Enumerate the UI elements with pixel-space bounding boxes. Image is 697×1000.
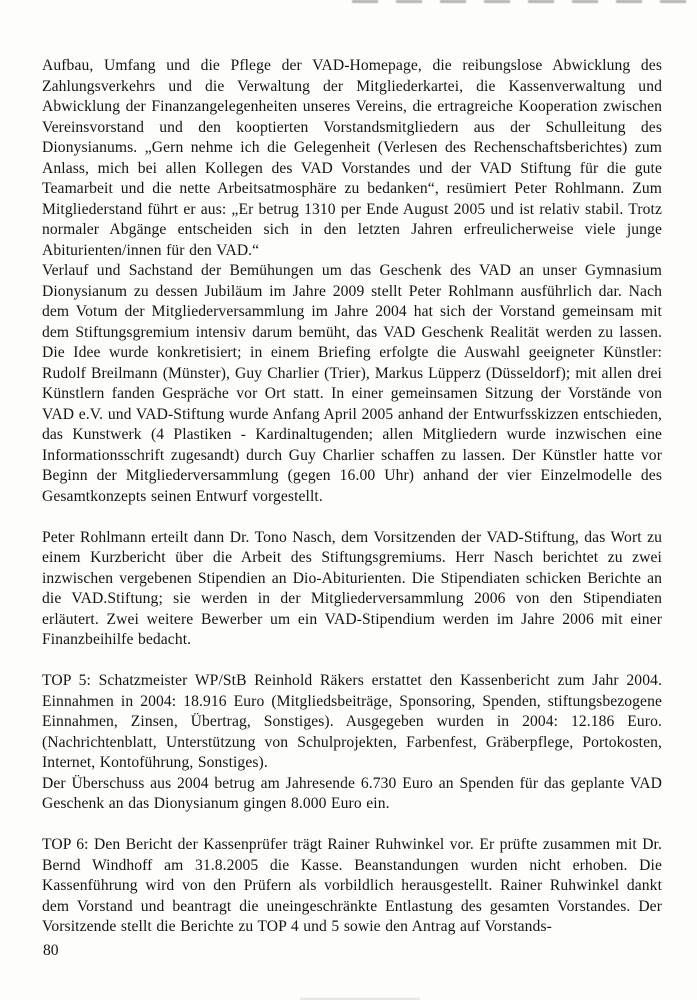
- page-number: 80: [43, 942, 59, 959]
- scan-edge-artifact-top: [352, 0, 697, 3]
- paragraph-vad-geschenk: Verlauf und Sachstand der Bemühungen um das Geschenk des VAD an unser Gymnasium Dionysianum zu dessen Jubiläum im Jahre 2009 stellt Peter Rohlmann ausführlich dar. Nach dem Votum der Mitgliederversammlung im Jahre 2004 hat sich der Vorstand gemeinsam mit dem Stiftungsgremium intensiv darum bemüht, das VAD Geschenk Realität werden zu lassen. Die Idee wurde konkretisiert; in einem Briefing erfolgte die Auswahl geeigneter Künstler: Rudolf Breilmann (Münster), Guy Charlier (Trier), Markus Lüpperz (Düsseldorf); mit allen drei Künstlern fanden Gespräche vor Ort statt. In einer gemeinsamen Sitzung der Vorstände von VAD e.V. und VAD-Stiftung wurde Anfang April 2005 anhand der Entwurfsskizzen entschieden, das Kunstwerk (4 Plastiken - Kardinaltugenden; allen Mitgliedern wurde inzwischen eine Informationsschrift zugesandt) durch Guy Charlier schaffen zu lassen. Der Künstler hatte vor Beginn der Mitgliederversammlung (gegen 16.00 Uhr) anhand der vier Einzelmodelle des Gesamtkonzepts seinen Entwurf vorgestellt.: [42, 262, 662, 505]
- paragraph-report-continuation: Aufbau, Umfang und die Pflege der VAD-Homepage, die reibungslose Abwicklung des Zahlungsverkehrs und die Verwaltung der Mitgliederkartei, die Kassenverwaltung und Abwicklung der Finanzangelegenheiten unseres Vereins, die ertragreiche Kooperation zwischen Vereinsvorstand und den kooptierten Vorstandsmitgliedern aus der Schulleitung des Dionysianums. „Gern nehme ich die Gelegenheit (Verlesen des Rechenschaftsberichtes) zum Anlass, mich bei allen Kollegen des VAD Vorstandes und der VAD Stiftung für die gute Teamarbeit und die nette Arbeitsatmosphäre zu bedanken“, resümiert Peter Rohlmann. Zum Mitgliederstand führt er aus: „Er betrug 1310 per Ende August 2005 und ist relativ stabil. Trotz normaler Abgänge entscheiden sich in den letzten Jahren erfreulicherweise viele junge Abiturienten/innen für den VAD.“: [42, 57, 662, 259]
- paragraph-top5-kassenbericht: TOP 5: Schatzmeister WP/StB Reinhold Räkers erstattet den Kassenbericht zum Jahr 2004. Einnahmen in 2004: 18.916 Euro (Mitgliedsbeiträge, Sponsoring, Spenden, stiftungsbezogene Einnahmen, Zinsen, Übertrag, Sonstiges). Ausgegeben wurden in 2004: 12.186 Euro. (Nachrichtenblatt, Unterstützung von Schulprojekten, Farbenfest, Gräberpflege, Portokosten, Internet, Kontoführung, Sonstiges).: [42, 672, 662, 771]
- paragraph-ueberschuss: Der Überschuss aus 2004 betrug am Jahresende 6.730 Euro an Spenden für das geplante VAD Geschenk an das Dionysianum gingen 8.000 Euro ein.: [42, 774, 662, 812]
- paragraph-stiftung-bericht: Peter Rohlmann erteilt dann Dr. Tono Nasch, dem Vorsitzenden der VAD-Stiftung, das Wort zu einem Kurzbericht über die Arbeit des Stiftungsgremiums. Herr Nasch berichtet zu zwei inzwischen vergebenen Stipendien an Dio-Abiturienten. Die Stipendiaten schicken Berichte an die VAD.Stiftung; sie werden in der Mitgliederversammlung 2006 von den Stipendiaten erläutert. Zwei weitere Bewerber um ein VAD-Stipendium werden im Jahre 2006 mit einer Finanzbeihilfe bedacht.: [42, 528, 662, 648]
- paragraph-top6-kassenpruefer: TOP 6: Den Bericht der Kassenprüfer trägt Rainer Ruhwinkel vor. Er prüfte zusammen mit Dr. Bernd Windhoff am 31.8.2005 die Kasse. Beanstandungen wurden nicht erhoben. Die Kassenführung wird von den Prüfern als vorbildlich herausgestellt. Rainer Ruhwinkel dankt dem Vorstand und beantragt die uneingeschränkte Entlastung des gesamten Vorstandes. Der Vorsitzende stellt die Berichte zu TOP 4 und 5 sowie den Antrag auf Vorstands-: [42, 836, 662, 935]
- page-body-text: [42, 56, 662, 938]
